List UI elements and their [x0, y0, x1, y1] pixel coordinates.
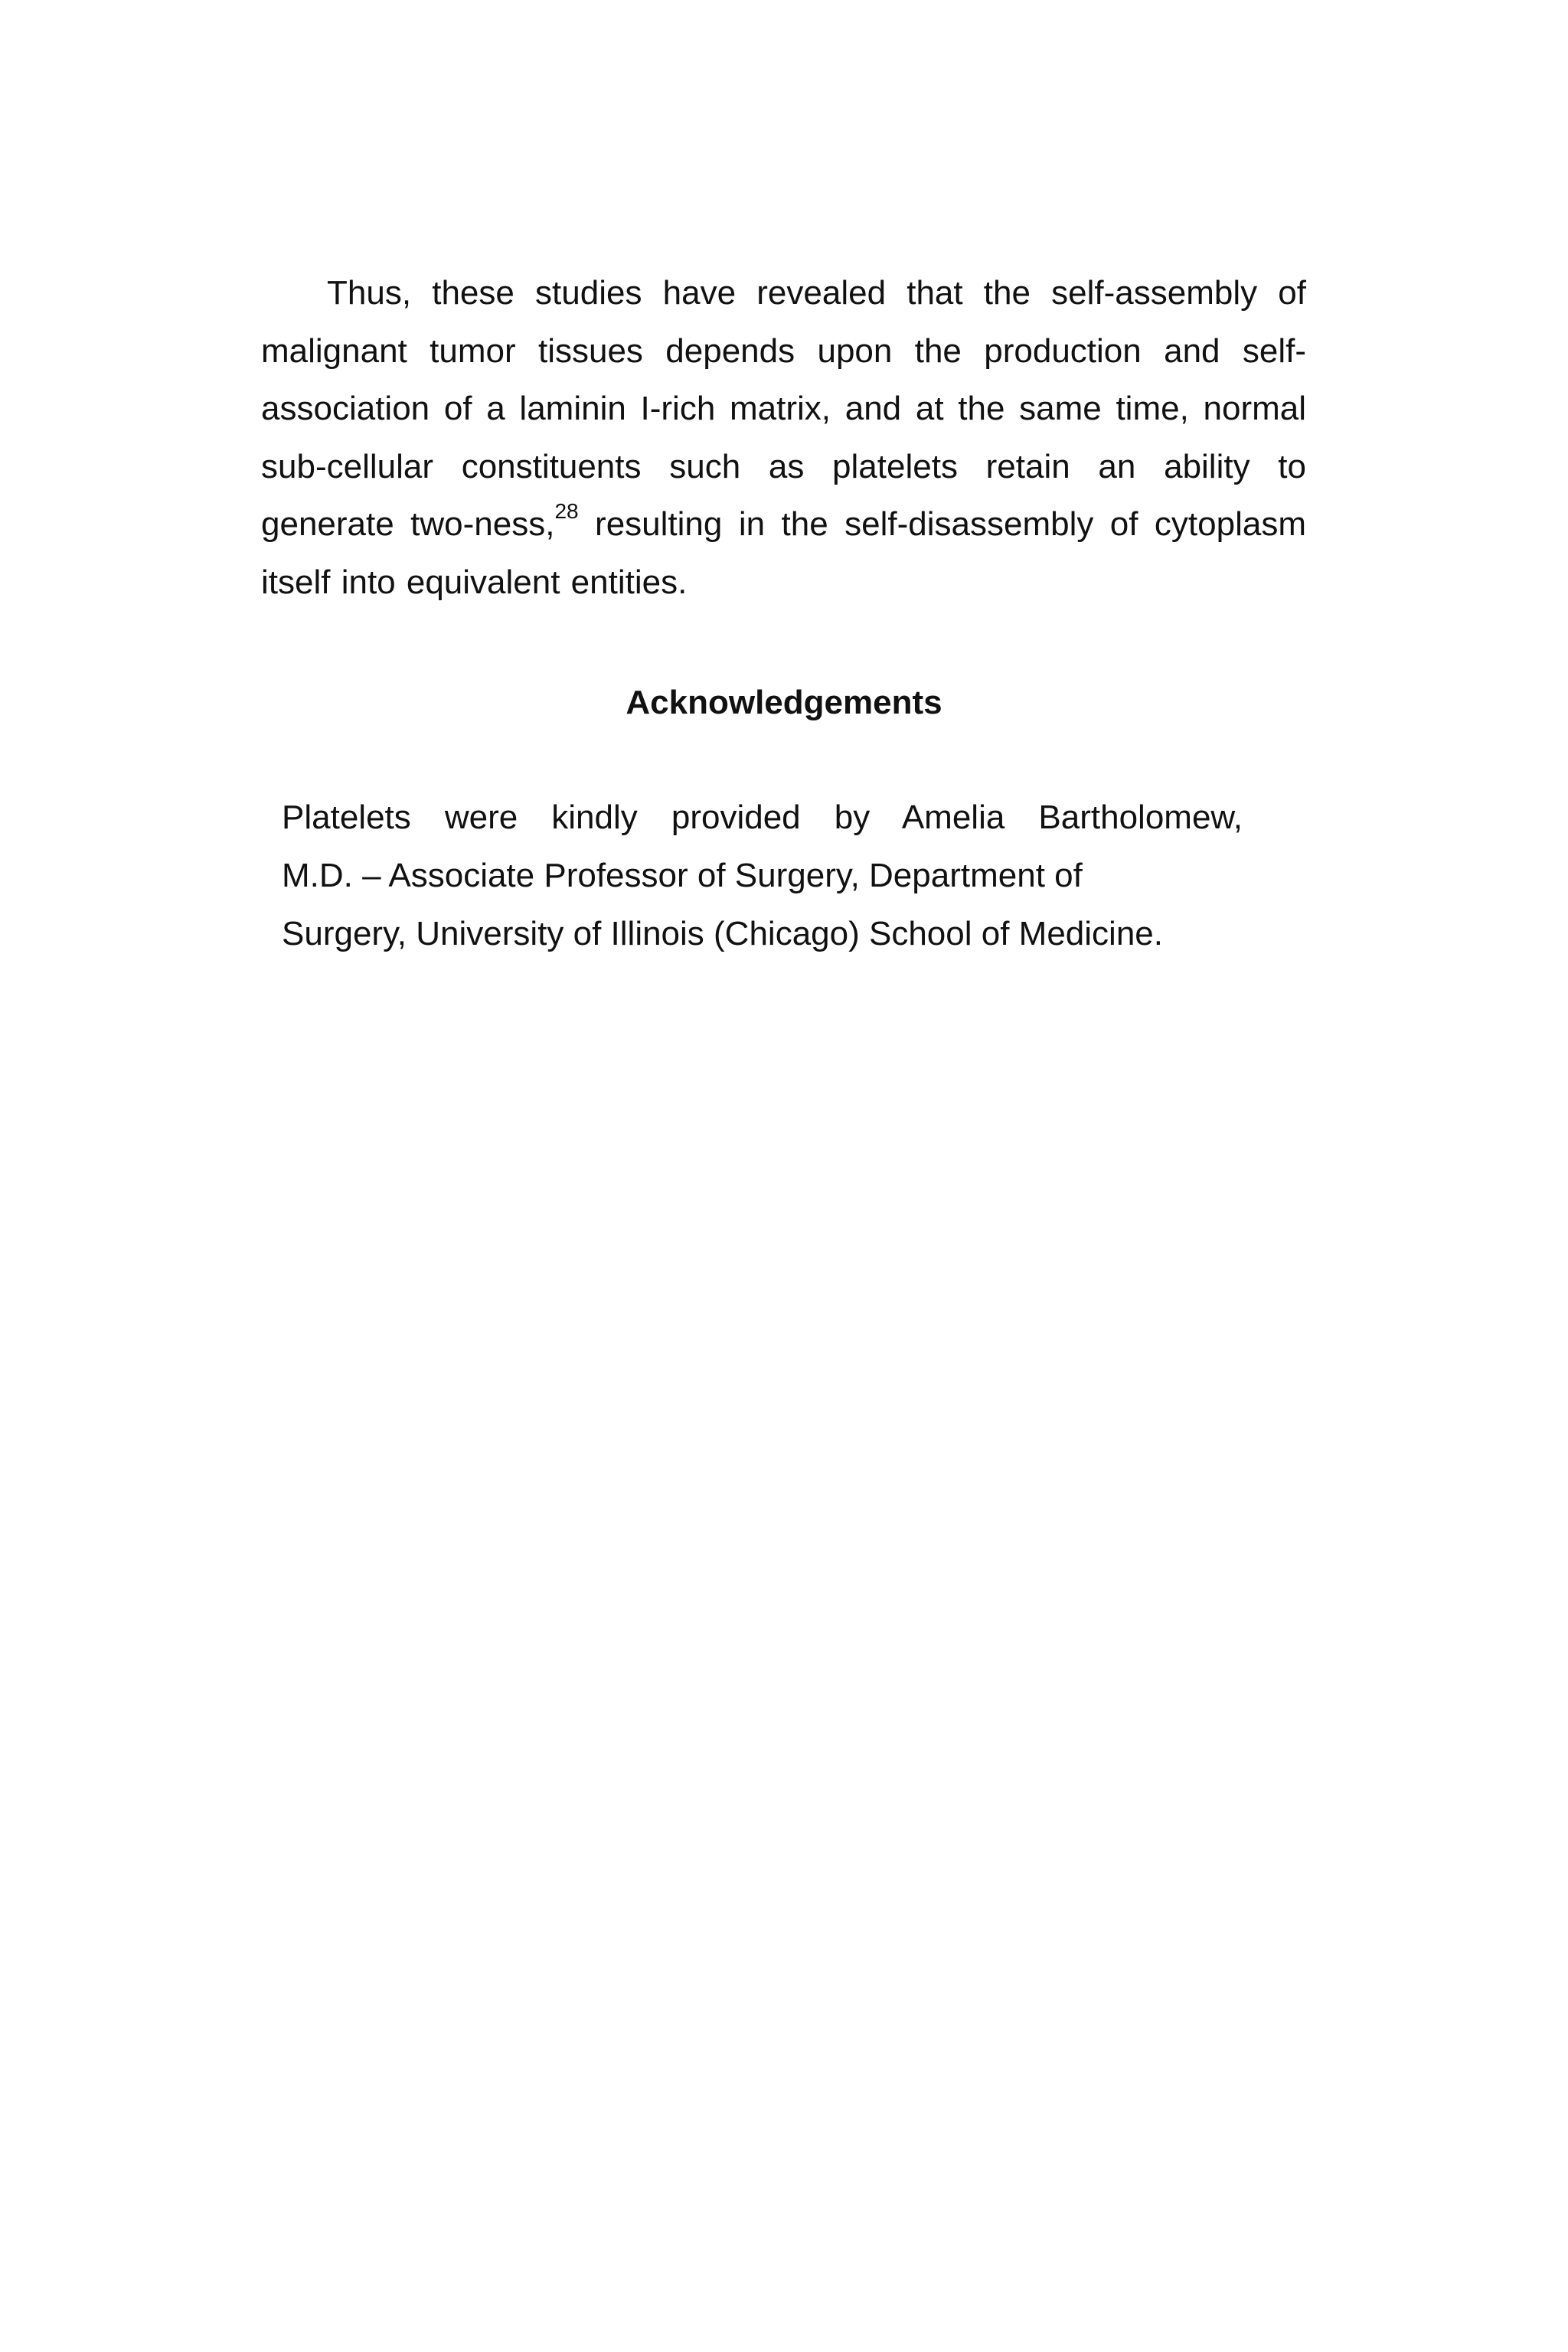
acknowledgements-line-1: Platelets were kindly provided by Amelia Bartholomew, — [282, 799, 1243, 836]
acknowledgements-line-3: Surgery, University of Illinois (Chicago) School of Medicine. — [282, 915, 1163, 952]
citation-superscript: 28 — [554, 499, 579, 524]
acknowledgements-line-2: M.D. – Associate Professor of Surgery, Department of — [282, 857, 1083, 894]
acknowledgements-paragraph — [282, 789, 1273, 963]
body-text-part-1: Thus, these studies have revealed that the self-assembly of malignant tumor tissues depends upon the production and self-association of a laminin I-rich matrix, and at the same time, normal sub-cellular constituents such as platelets retain an ability to generate two-ness, — [261, 274, 1306, 543]
acknowledgements-heading: Acknowledgements — [626, 684, 942, 721]
body-paragraph — [261, 264, 1306, 611]
body-text-part-2: resulting in the self-disassembly of cytoplasm itself into equivalent entities. — [261, 505, 1307, 601]
